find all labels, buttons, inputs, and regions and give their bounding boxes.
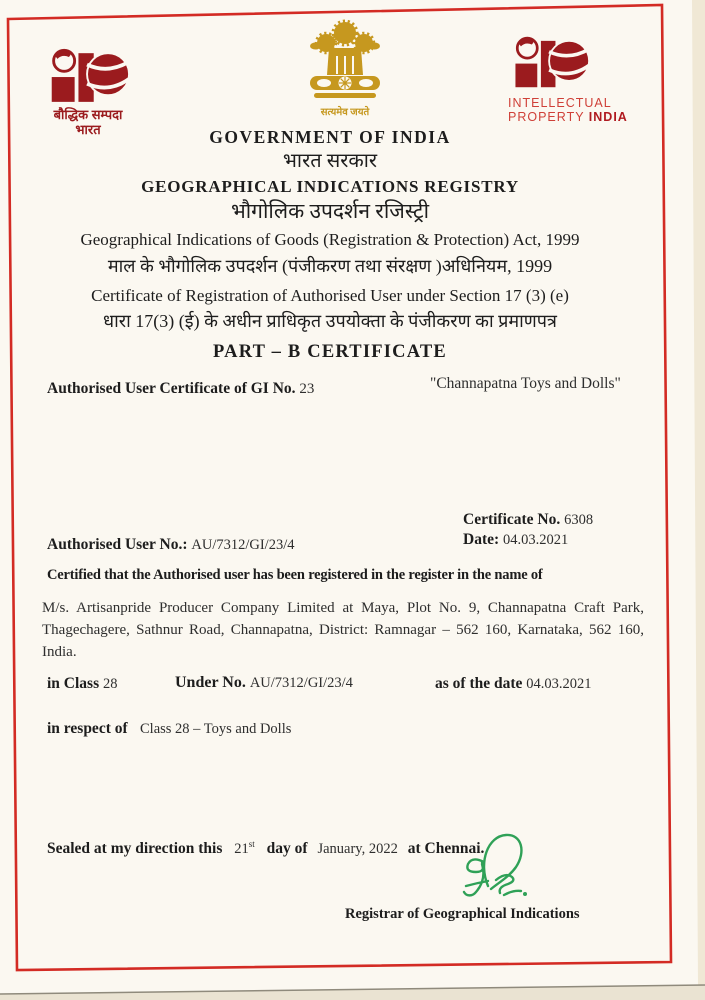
government-of-india-title: GOVERNMENT OF INDIA — [209, 127, 451, 147]
under-no-field — [175, 674, 353, 692]
certificate-no-label: Certificate No. — [463, 511, 561, 528]
sealed-day-suffix: st — [248, 839, 255, 849]
gi-no-label: Authorised User Certificate of GI No. — [47, 380, 296, 397]
as-of-date-field — [435, 675, 592, 693]
part-b-title: PART – B CERTIFICATE — [213, 342, 447, 362]
emblem-motto: सत्यमेव जयते — [320, 107, 370, 118]
act-title-hindi: माल के भौगोलिक उपदर्शन (पंजीकरण तथा संरक्षण )अधिनियम, 1999 — [107, 256, 553, 276]
in-class-field — [47, 675, 118, 693]
certificate-line: Certificate of Registration of Authorised User under Section 17 (3) (e) — [91, 286, 569, 305]
ip-india-right-wordmark — [508, 96, 648, 124]
as-of-date-value: 04.03.2021 — [526, 676, 592, 692]
in-respect-of-value: Class 28 – Toys and Dolls — [140, 721, 292, 737]
certificate-no-value: 6308 — [564, 512, 594, 528]
as-of-date-label: as of the date — [435, 675, 523, 692]
sealed-date: January, 2022 — [317, 841, 398, 857]
ip-india-logo-right — [510, 36, 590, 93]
gi-no-value: 23 — [299, 381, 315, 397]
registrar-title: Registrar of Geographical Indications — [345, 906, 580, 922]
under-no-label: Under No. — [175, 674, 246, 691]
act-title: Geographical Indications of Goods (Registration & Protection) Act, 1999 — [80, 230, 580, 249]
sealed-prefix: Sealed at my direction this — [47, 840, 223, 857]
in-class-value: 28 — [103, 676, 118, 692]
government-of-india-hindi: भारत सरकार — [282, 150, 378, 172]
gi-no-row-left — [47, 380, 314, 398]
under-no-value: AU/7312/GI/23/4 — [249, 675, 353, 691]
certificate-no-block — [463, 510, 593, 550]
ip-india-caption-line2: भारत — [75, 122, 101, 137]
authorised-user-no-row — [47, 536, 294, 554]
registry-title-hindi: भौगोलिक उपदर्शन रजिस्ट्री — [230, 199, 430, 223]
authorised-user-no-label: Authorised User No.: — [47, 536, 188, 553]
sealed-line — [47, 839, 484, 858]
registry-title: GEOGRAPHICAL INDICATIONS REGISTRY — [141, 177, 519, 196]
gi-name: "Channapatna Toys and Dolls" — [430, 375, 621, 392]
certified-statement: Certified that the Authorised user has been registered in the register in the name of — [47, 567, 543, 583]
wordmark-intellectual: INTELLECTUAL — [508, 96, 612, 110]
sealed-suffix: at Chennai. — [407, 840, 485, 857]
ip-india-caption-line1: बौद्धिक सम्पदा — [53, 107, 123, 122]
national-emblem-icon — [299, 16, 391, 104]
authorised-user-no-value: AU/7312/GI/23/4 — [191, 537, 295, 553]
certificate-line-hindi: धारा 17(3) (ई) के अधीन प्राधिकृत उपयोक्ता के पंजीकरण का प्रमाणपत्र — [103, 311, 557, 331]
registered-holder-address: M/s. Artisanpride Producer Company Limited at Maya, Plot No. 9, Channapatna Craft Park, Thagechagere, Sathnur Road, Channapatna, District: Ramnagar – 562 160, Karnataka, 562 160, India. — [42, 600, 644, 660]
sealed-mid: day of — [266, 840, 308, 857]
wordmark-india: INDIA — [588, 110, 628, 124]
ip-india-logo-left — [46, 48, 130, 108]
date-value: 04.03.2021 — [503, 532, 569, 548]
in-respect-of-label: in respect of — [47, 720, 128, 737]
wordmark-property: PROPERTY — [508, 110, 585, 124]
in-class-label: in Class — [47, 675, 100, 692]
date-label: Date: — [463, 531, 500, 548]
sealed-day: 21st — [234, 839, 255, 857]
